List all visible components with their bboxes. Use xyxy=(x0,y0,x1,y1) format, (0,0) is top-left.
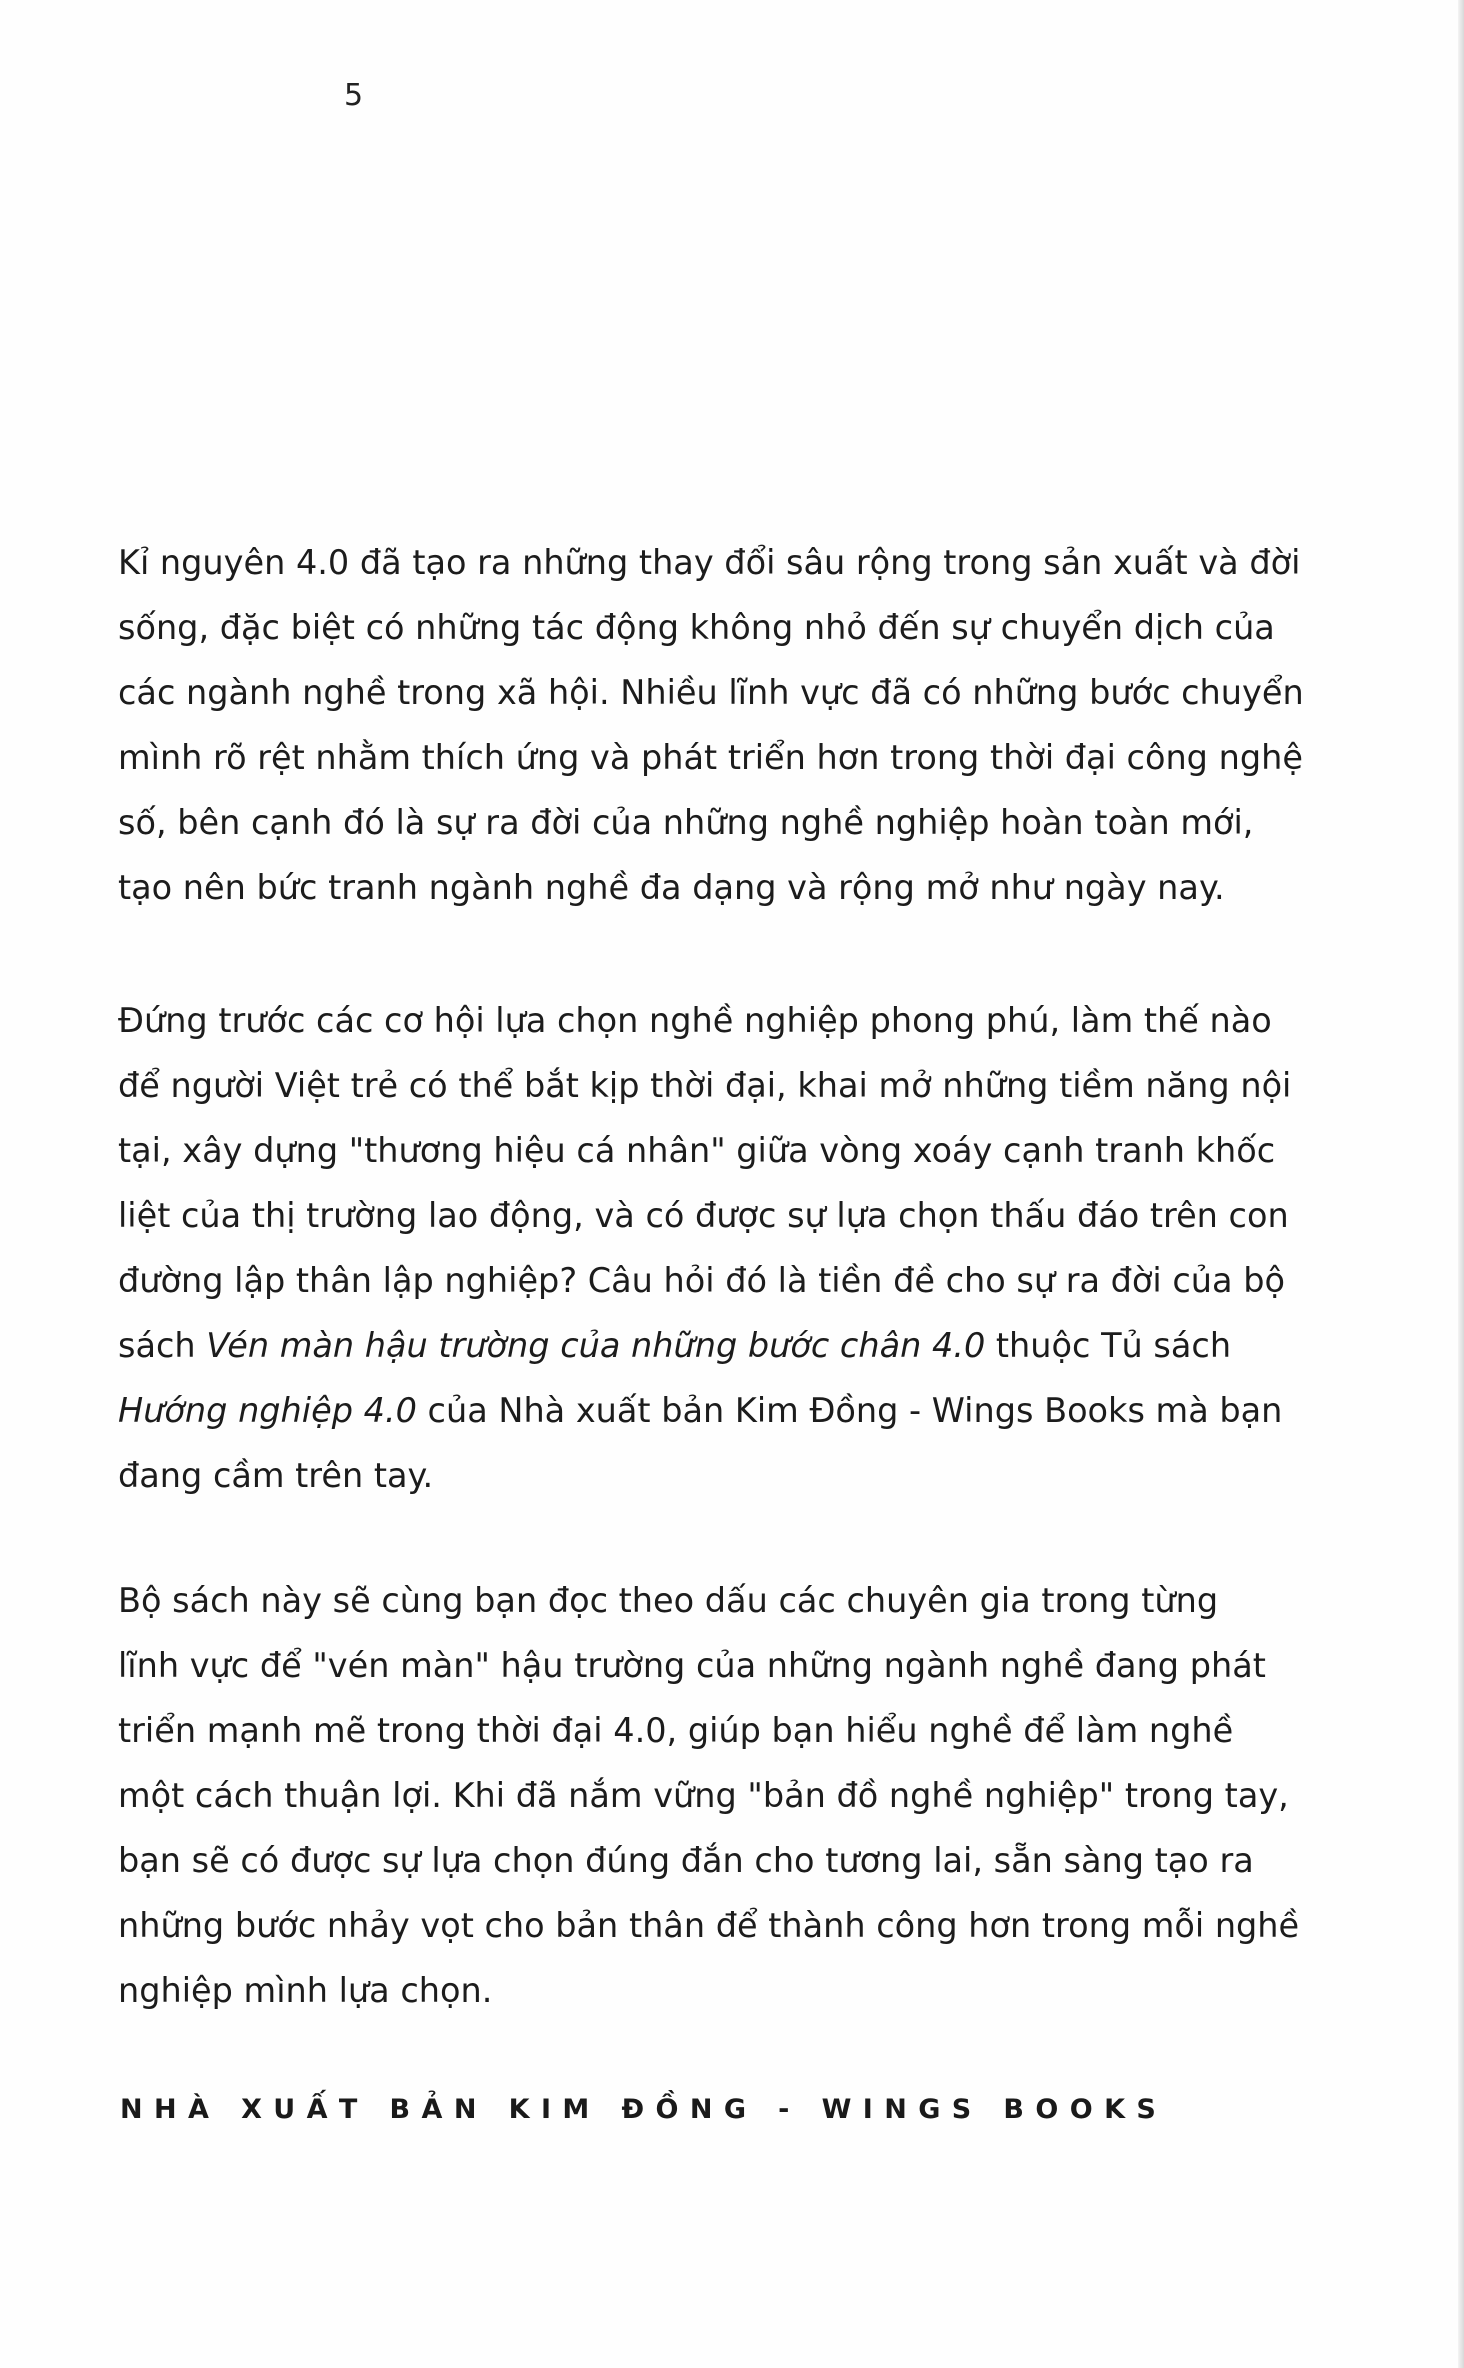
text-line: những bước nhảy vọt cho bản thân để thành công hơn trong mỗi nghề xyxy=(118,1906,1300,1945)
text-line xyxy=(118,1378,1358,1443)
text-line xyxy=(118,1313,1358,1378)
page-number: 5 xyxy=(344,78,365,113)
text-line: bạn sẽ có được sự lựa chọn đúng đắn cho tương lai, sẵn sàng tạo ra xyxy=(118,1841,1254,1880)
text-line: đường lập thân lập nghiệp? Câu hỏi đó là tiền đề cho sự ra đời của bộ xyxy=(118,1261,1285,1300)
paragraph-description xyxy=(118,1568,1358,2023)
text-line: nghiệp mình lựa chọn. xyxy=(118,1971,493,2010)
text-run: thuộc Tủ sách xyxy=(985,1326,1232,1365)
book-series-title: Vén màn hậu trường của những bước chân 4.0 xyxy=(206,1326,986,1365)
page-edge xyxy=(1458,0,1464,2368)
text-line: tại, xây dựng "thương hiệu cá nhân" giữa vòng xoáy cạnh tranh khốc xyxy=(118,1131,1276,1170)
text-run: của Nhà xuất bản Kim Đồng - Wings Books mà bạn xyxy=(416,1391,1283,1430)
text-line: một cách thuận lợi. Khi đã nắm vững "bản đồ nghề nghiệp" trong tay, xyxy=(118,1776,1289,1815)
text-line: các ngành nghề trong xã hội. Nhiều lĩnh vực đã có những bước chuyển xyxy=(118,673,1304,712)
text-line: Kỉ nguyên 4.0 đã tạo ra những thay đổi sâu rộng trong sản xuất và đời xyxy=(118,543,1301,582)
text-line: tạo nên bức tranh ngành nghề đa dạng và rộng mở như ngày nay. xyxy=(118,868,1225,907)
text-line: Đứng trước các cơ hội lựa chọn nghề nghiệp phong phú, làm thế nào xyxy=(118,1001,1272,1040)
bookshelf-title: Hướng nghiệp 4.0 xyxy=(118,1391,417,1430)
text-line: sống, đặc biệt có những tác động không nhỏ đến sự chuyển dịch của xyxy=(118,608,1275,647)
text-line: số, bên cạnh đó là sự ra đời của những nghề nghiệp hoàn toàn mới, xyxy=(118,803,1254,842)
text-line: để người Việt trẻ có thể bắt kịp thời đại, khai mở những tiềm năng nội xyxy=(118,1066,1292,1105)
text-line: triển mạnh mẽ trong thời đại 4.0, giúp bạn hiểu nghề để làm nghề xyxy=(118,1711,1234,1750)
text-line: Bộ sách này sẽ cùng bạn đọc theo dấu các chuyên gia trong từng xyxy=(118,1581,1219,1620)
text-line: lĩnh vực để "vén màn" hậu trường của những ngành nghề đang phát xyxy=(118,1646,1266,1685)
paragraph-intro xyxy=(118,530,1358,920)
publisher-signature: NHÀ XUẤT BẢN KIM ĐỒNG - WINGS BOOKS xyxy=(120,2094,1168,2125)
text-line: liệt của thị trường lao động, và có được sự lựa chọn thấu đáo trên con xyxy=(118,1196,1289,1235)
paragraph-question xyxy=(118,988,1358,1508)
text-line: mình rõ rệt nhằm thích ứng và phát triển hơn trong thời đại công nghệ xyxy=(118,738,1303,777)
text-run: sách xyxy=(118,1326,207,1365)
text-line: đang cầm trên tay. xyxy=(118,1456,434,1495)
